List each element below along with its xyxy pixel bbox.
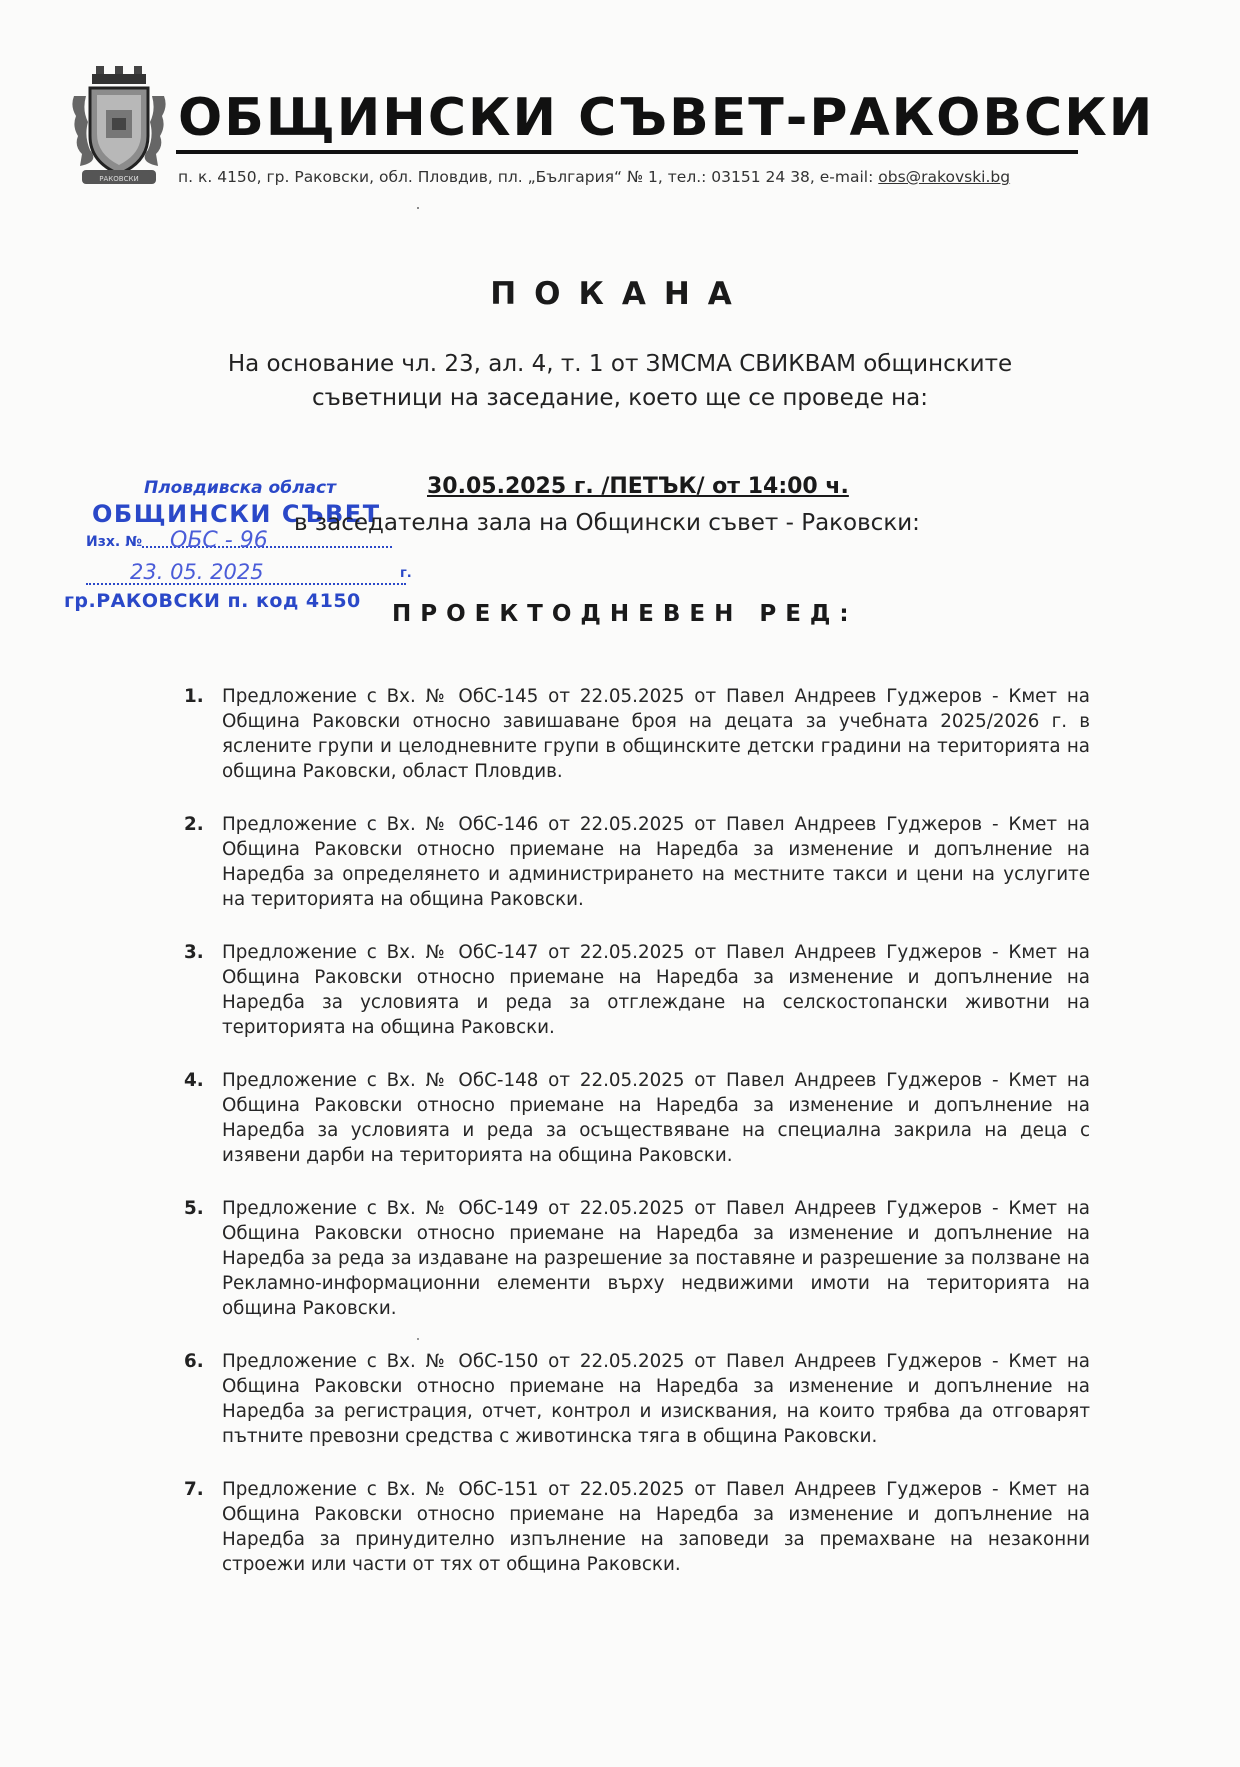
stamp-ref-number: ОБС - 96 (170, 528, 268, 553)
agenda-item-number: 6. (184, 1351, 204, 1372)
agenda-item (178, 1477, 1090, 1577)
stamp-date: 23. 05. 2025 (130, 560, 264, 584)
agenda-item-text: Предложение с Вх. № ОбС-147 от 22.05.2025 от Павел Андреев Гуджеров - Кмет на Община Раковски относно приемане на Наредба за изменение и допълнение на Наредба за условията и реда за отглеждане на селскостопански животни на територията на община Раковски. (222, 942, 1090, 1038)
stamp-date-suffix: г. (400, 566, 412, 581)
agenda-list (178, 684, 1090, 1577)
agenda-item (178, 1196, 1090, 1321)
address-text: п. к. 4150, гр. Раковски, обл. Пловдив, пл. „България“ № 1, тел.: 03151 24 38, e-mail: (178, 168, 879, 186)
agenda-item-text: Предложение с Вх. № ОбС-149 от 22.05.2025 от Павел Андреев Гуджеров - Кмет на Община Раковски относно приемане на Наредба за изменение и допълнение на Наредба за реда за издаване на разрешение за поставяне и разрешение за ползване на Рекламно-информационни елементи върху недвижими имоти на територията на община Раковски. (222, 1198, 1090, 1319)
agenda-item-number: 2. (184, 814, 204, 835)
agenda-item-number: 4. (184, 1070, 204, 1091)
council-address (178, 168, 1010, 186)
agenda-title: ПРОЕКТОДНЕВЕН РЕД: (392, 601, 858, 627)
intro-paragraph: На основание чл. 23, ал. 4, т. 1 от ЗМСМА СВИКВАМ общинските съветници на заседание, което ще се проведе на: (227, 351, 1013, 411)
scan-speck (417, 207, 419, 209)
agenda-item-number: 7. (184, 1479, 204, 1500)
email-link[interactable]: obs@rakovski.bg (878, 168, 1011, 186)
registration-stamp (60, 470, 410, 620)
stamp-region: Пловдивска област (144, 478, 336, 498)
agenda-item-text: Предложение с Вх. № ОбС-151 от 22.05.2025 от Павел Андреев Гуджеров - Кмет на Община Раковски относно приемане на Наредба за изменение и допълнение на Наредба за принудително изпълнение на заповеди за премахване на незаконни строежи или части от тях от община Раковски. (222, 1479, 1090, 1575)
stamp-city: гр.РАКОВСКИ п. код 4150 (64, 590, 361, 612)
title-underline (176, 150, 1078, 154)
svg-text:РАКОВСКИ: РАКОВСКИ (99, 175, 139, 183)
agenda-item (178, 1349, 1090, 1449)
agenda-item-text: Предложение с Вх. № ОбС-148 от 22.05.2025 от Павел Андреев Гуджеров - Кмет на Община Раковски относно приемане на Наредба за изменение и допълнение на Наредба за условията и реда за осъществяване на специална закрила на деца с изявени дарби на територията на община Раковски. (222, 1070, 1090, 1166)
meeting-venue: в заседателна зала на Общински съвет - Раковски: (294, 510, 920, 536)
agenda-item (178, 684, 1090, 784)
council-title: ОБЩИНСКИ СЪВЕТ-РАКОВСКИ (178, 88, 1155, 148)
stamp-org: ОБЩИНСКИ СЪВЕТ (92, 500, 381, 528)
agenda-item (178, 940, 1090, 1040)
agenda-item-text: Предложение с Вх. № ОбС-146 от 22.05.2025 от Павел Андреев Гуджеров - Кмет на Община Раковски относно приемане на Наредба за изменение и допълнение на Наредба за определянето и администрирането на местните такси и цени на услугите на територията на община Раковски. (222, 814, 1090, 910)
agenda-item-text: Предложение с Вх. № ОбС-150 от 22.05.2025 от Павел Андреев Гуджеров - Кмет на Община Раковски относно приемане на Наредба за изменение и допълнение на Наредба за регистрация, отчет, контрол и изисквания, на които трябва да отговарят пътните превозни средства с животинска тяга в община Раковски. (222, 1351, 1090, 1447)
agenda-item-text: Предложение с Вх. № ОбС-145 от 22.05.2025 от Павел Андреев Гуджеров - Кмет на Община Раковски относно завишаване броя на децата за учебната 2025/2026 г. в яслените групи и целодневните групи в общинските детски градини на територията на община Раковски, област Пловдив. (222, 686, 1090, 782)
municipal-crest-icon (70, 66, 168, 190)
agenda-item (178, 1068, 1090, 1168)
document-heading: ПОКАНА (490, 276, 750, 312)
agenda-item-number: 1. (184, 686, 204, 707)
agenda-item (178, 812, 1090, 912)
agenda-item-number: 3. (184, 942, 204, 963)
agenda-item-number: 5. (184, 1198, 204, 1219)
scan-speck (417, 1338, 419, 1340)
stamp-ref-label: Изх. № (86, 534, 392, 550)
meeting-date-time: 30.05.2025 г. /ПЕТЪК/ от 14:00 ч. (427, 474, 849, 499)
